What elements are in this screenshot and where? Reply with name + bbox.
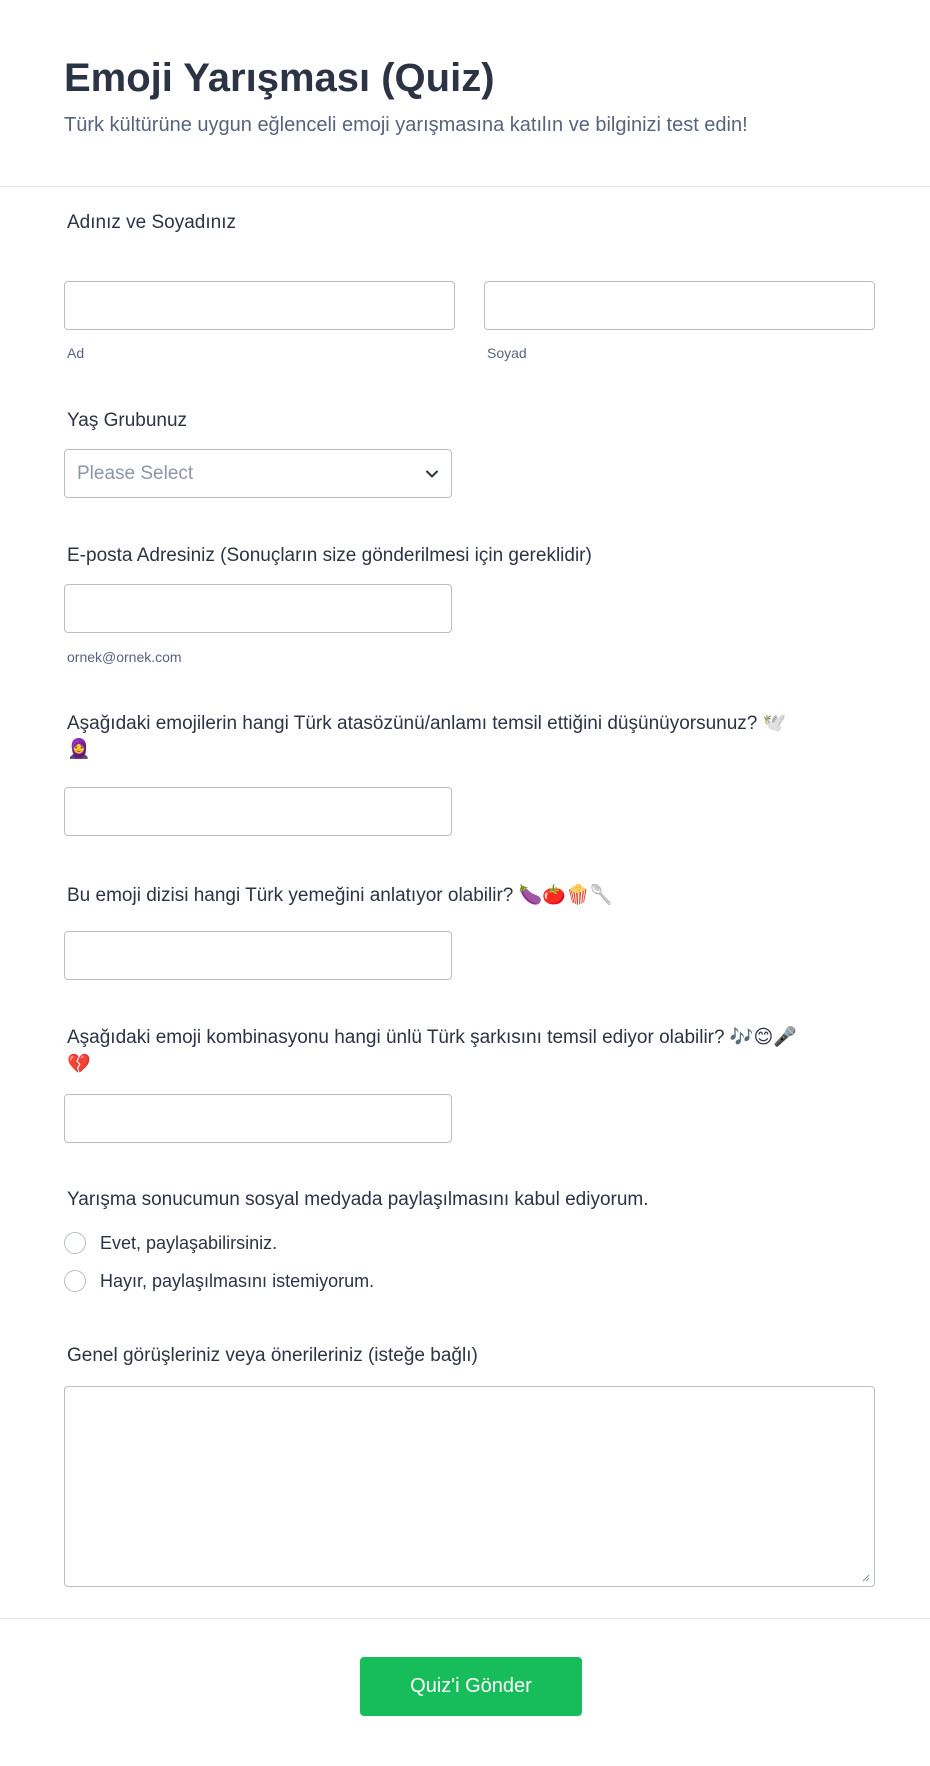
consent-option-label: Evet, paylaşabilirsiniz. [100,1232,278,1253]
first-name-sublabel: Ad [67,345,85,361]
consent-option-no[interactable] [64,1270,374,1292]
feedback-textarea[interactable] [64,1386,875,1587]
resize-grip-icon[interactable] [860,1572,870,1582]
page-title: Emoji Yarışması (Quiz) [64,56,495,100]
age-group-selected-value: Please Select [77,462,194,484]
question2-input[interactable] [64,931,452,980]
name-label: Adınız ve Soyadınız [67,212,236,233]
chevron-down-icon [425,467,439,481]
form-header [0,0,930,187]
age-group-select[interactable] [64,449,452,498]
footer-divider [0,1618,930,1619]
email-sublabel: ornek@ornek.com [67,649,182,665]
consent-option-label: Hayır, paylaşılmasını istemiyorum. [100,1270,375,1291]
feedback-label: Genel görüşleriniz veya önerileriniz (isteğe bağlı) [67,1345,478,1366]
submit-quiz-button[interactable]: Quiz'i Gönder [360,1657,582,1716]
question3-label-line2: 💔 [67,1054,91,1075]
question1-input[interactable] [64,787,452,836]
first-name-input[interactable] [64,281,455,330]
question2-label: Bu emoji dizisi hangi Türk yemeğini anlatıyor olabilir? 🍆🍅🍿🥄 [67,885,614,906]
email-label: E-posta Adresiniz (Sonuçların size gönderilmesi için gereklidir) [67,545,592,566]
email-input[interactable] [64,584,452,633]
question3-input[interactable] [64,1094,452,1143]
question1-label-line1: Aşağıdaki emojilerin hangi Türk atasözünü/anlamı temsil ettiğini düşünüyorsunuz? 🕊️ [67,713,787,734]
last-name-input[interactable] [484,281,875,330]
consent-option-yes[interactable] [64,1232,277,1254]
page-subtitle: Türk kültürüne uygun eğlenceli emoji yarışmasına katılın ve bilginizi test edin! [64,114,748,136]
age-group-label: Yaş Grubunuz [67,410,188,431]
radio-button[interactable] [64,1232,86,1254]
last-name-sublabel: Soyad [487,345,527,361]
question1-label-line2: 🧕 [67,739,91,760]
radio-button[interactable] [64,1270,86,1292]
consent-label: Yarışma sonucumun sosyal medyada paylaşılmasını kabul ediyorum. [67,1189,649,1210]
question3-label-line1: Aşağıdaki emoji kombinasyonu hangi ünlü Türk şarkısını temsil ediyor olabilir? 🎶😊🎤 [67,1027,797,1048]
